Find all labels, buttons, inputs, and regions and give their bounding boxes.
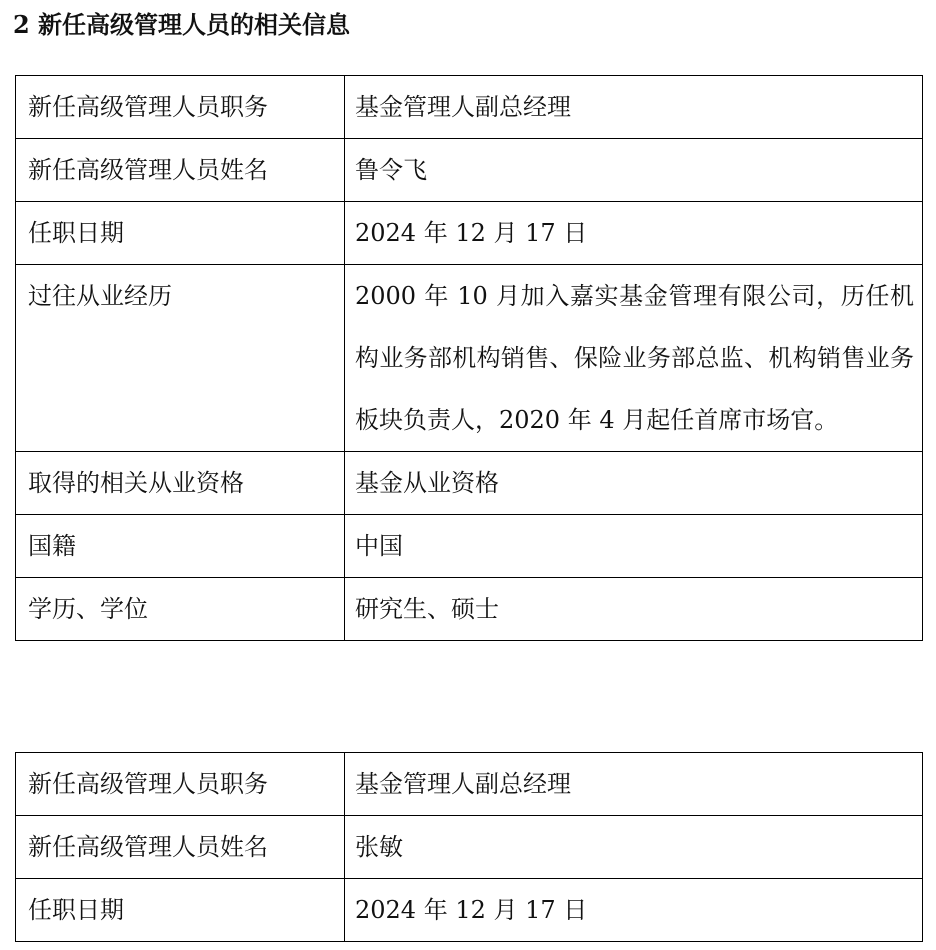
- table-row: [16, 452, 923, 515]
- table-row: [16, 515, 923, 578]
- row-label: 新任高级管理人员职务: [16, 753, 345, 816]
- row-label: 国籍: [16, 515, 345, 578]
- table-row: [16, 753, 923, 816]
- row-value: 2024 年 12 月 17 日: [345, 202, 923, 265]
- row-value: 研究生、硕士: [345, 578, 923, 641]
- row-value: 基金管理人副总经理: [345, 753, 923, 816]
- row-value: 中国: [345, 515, 923, 578]
- row-label: 过往从业经历: [16, 265, 345, 452]
- row-value: 基金从业资格: [345, 452, 923, 515]
- row-label: 新任高级管理人员姓名: [16, 816, 345, 879]
- table-row: [16, 76, 923, 139]
- row-value: 2000 年 10 月加入嘉实基金管理有限公司，历任机构业务部机构销售、保险业务部总监、机构销售业务板块负责人，2020 年 4 月起任首席市场官。: [345, 265, 923, 452]
- row-label: 学历、学位: [16, 578, 345, 641]
- row-label: 任职日期: [16, 202, 345, 265]
- table-row: [16, 202, 923, 265]
- table-row: [16, 879, 923, 942]
- table-row: [16, 265, 923, 452]
- row-label: 新任高级管理人员姓名: [16, 139, 345, 202]
- table-row: [16, 816, 923, 879]
- row-label: 任职日期: [16, 879, 345, 942]
- table-row: [16, 139, 923, 202]
- manager-info-table-2: [15, 752, 923, 942]
- table-row: [16, 578, 923, 641]
- row-label: 取得的相关从业资格: [16, 452, 345, 515]
- row-value: 鲁令飞: [345, 139, 923, 202]
- section-title: 2 新任高级管理人员的相关信息: [13, 10, 351, 39]
- manager-info-table-1: [15, 75, 923, 641]
- row-label: 新任高级管理人员职务: [16, 76, 345, 139]
- row-value: 张敏: [345, 816, 923, 879]
- row-value: 2024 年 12 月 17 日: [345, 879, 923, 942]
- row-value: 基金管理人副总经理: [345, 76, 923, 139]
